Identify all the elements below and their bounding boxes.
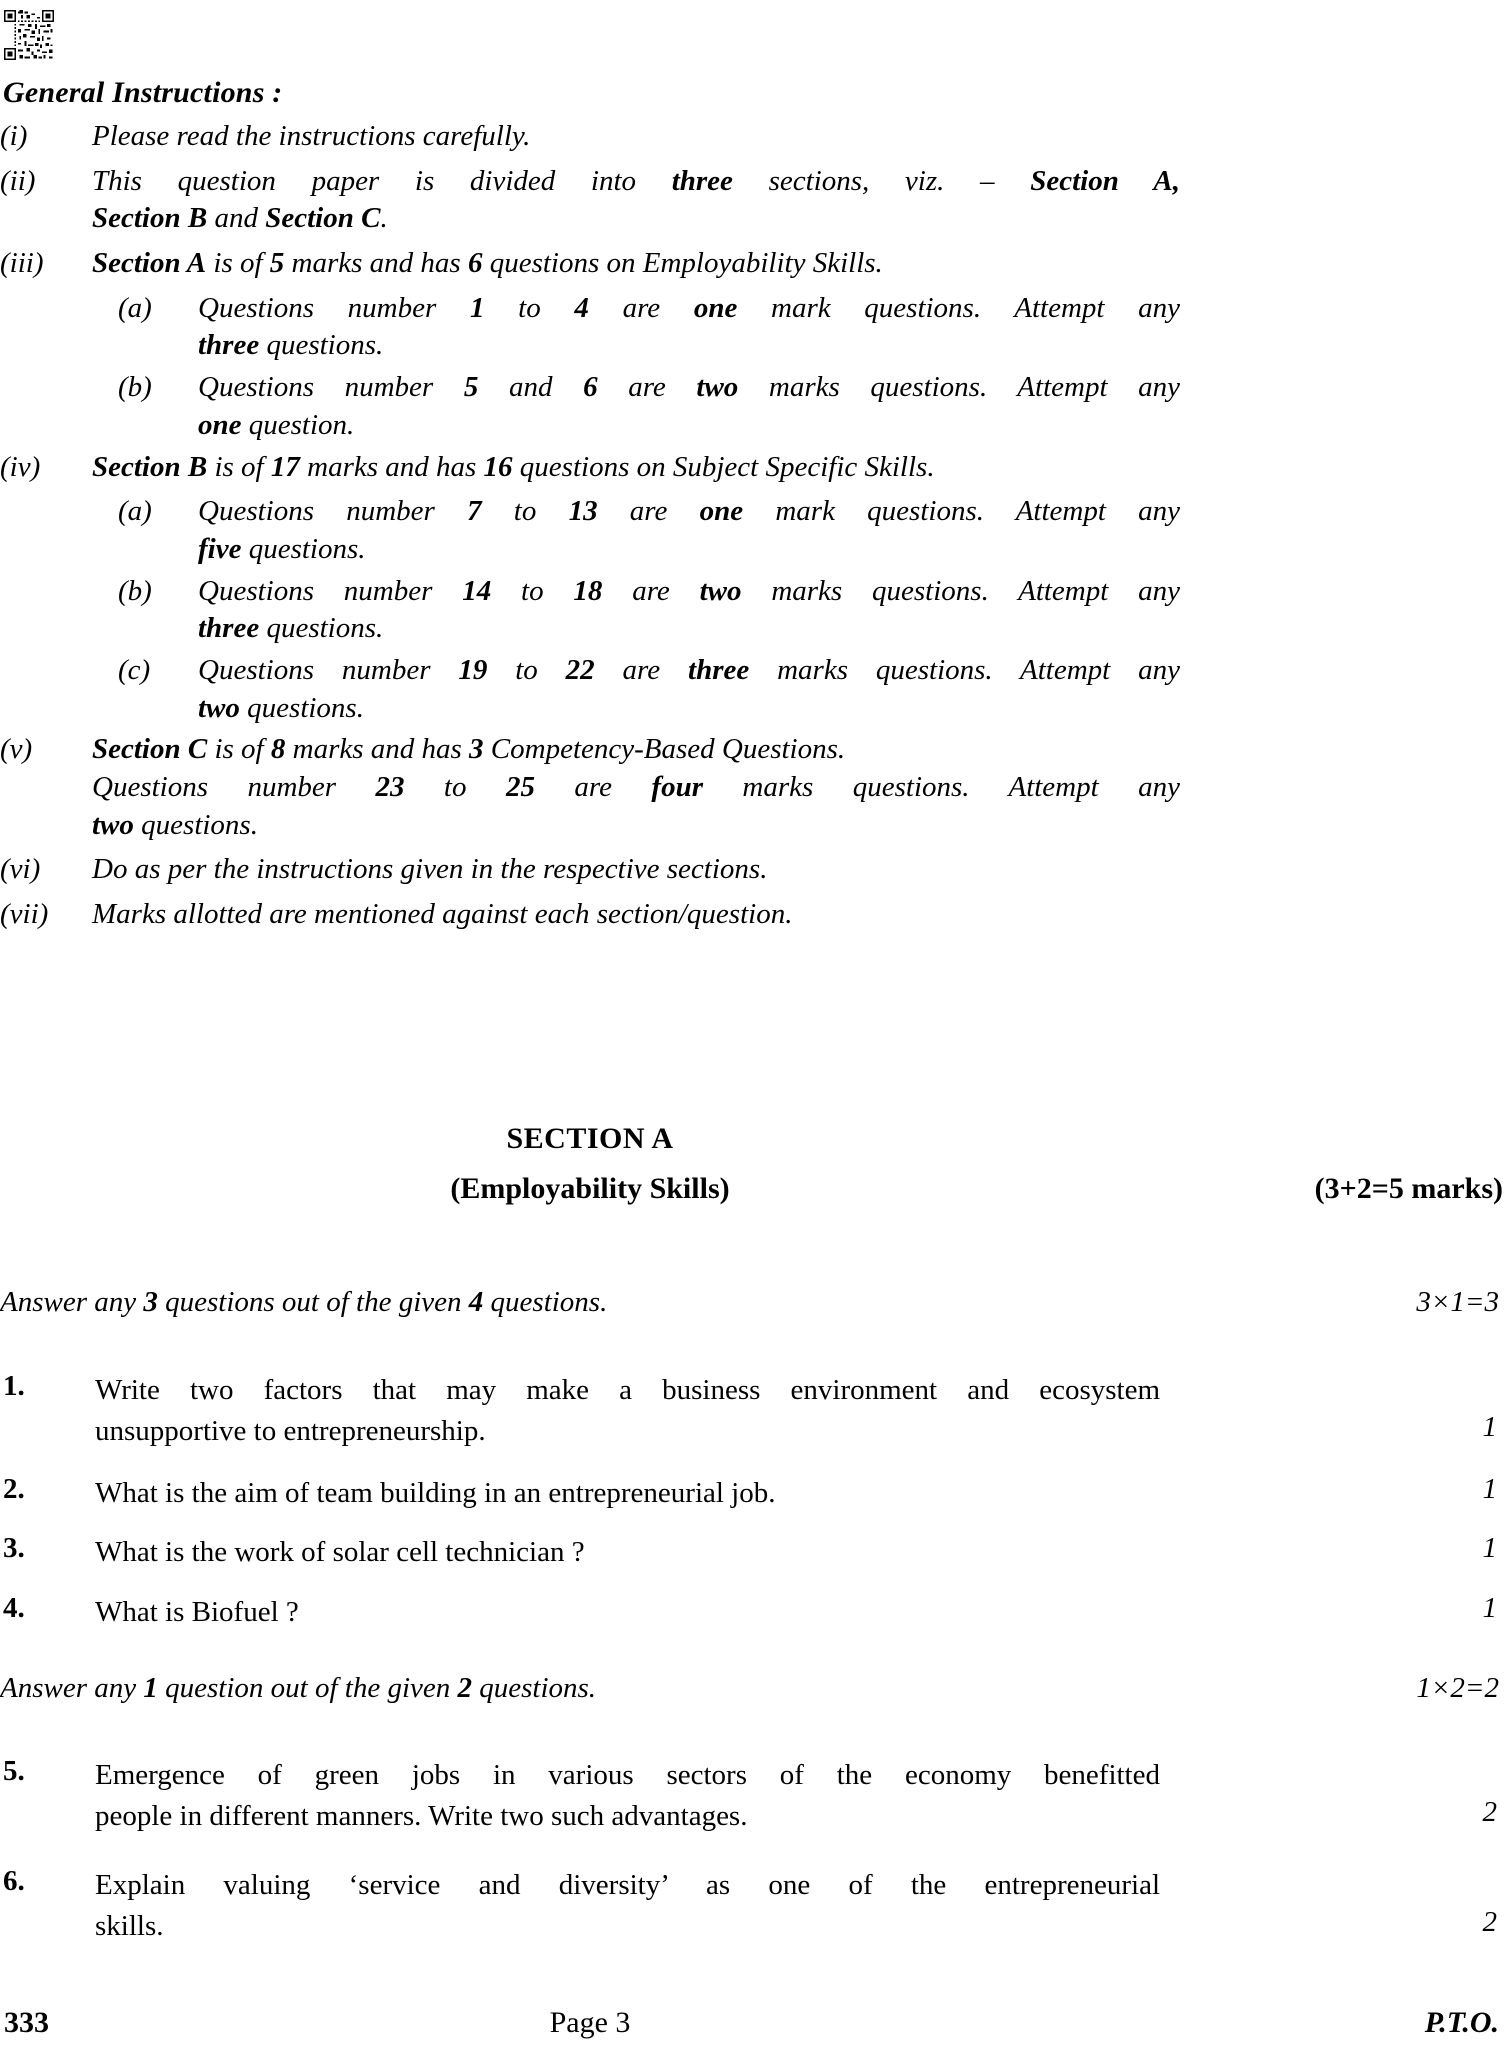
instruction-text — [198, 573, 1180, 648]
instruction-line: Questions number 23 to 25 are four marks questions. Attempt any — [92, 771, 1180, 803]
instruction-marker: (b) — [118, 371, 152, 404]
instruction-marker: (b) — [118, 574, 152, 607]
section-a-marks: (3+2=5 marks) — [1314, 1172, 1503, 1205]
instruction-line: Questions number 1 to 4 are one mark questions. Attempt any — [198, 291, 1180, 324]
directive-pre: Answer any — [0, 1672, 144, 1704]
question-marks: 2 — [1482, 1796, 1497, 1828]
instruction-item-vi — [0, 851, 1180, 889]
instruction-marker: (v) — [0, 733, 33, 766]
instruction-marker: (a) — [118, 495, 152, 528]
instruction-line: Section A is of 5 marks and has 6 questions on Employability Skills. — [92, 247, 883, 280]
instruction-line: Section B and Section C. — [92, 202, 388, 235]
directive-marks: 3×1=3 — [1416, 1286, 1499, 1318]
section-a-subtitle: (Employability Skills) — [450, 1172, 730, 1205]
instruction-marker: (iv) — [0, 450, 41, 483]
directive-count-1: 3 — [143, 1286, 158, 1318]
directive-marks: 1×2=2 — [1416, 1672, 1499, 1704]
instruction-text — [92, 245, 1180, 283]
instruction-line: Section C is of 8 marks and has 3 Competency-Based Questions. — [92, 733, 846, 766]
question-line: What is the work of solar cell technician ? — [95, 1536, 585, 1568]
question-marks: 1 — [1482, 1473, 1497, 1505]
instruction-text — [92, 163, 1180, 238]
instruction-item-v — [0, 731, 1180, 844]
instruction-text — [198, 493, 1180, 568]
instruction-line: Please read the instructions carefully. — [92, 120, 531, 152]
instruction-text — [198, 290, 1180, 365]
instruction-line: three questions. — [198, 612, 384, 645]
instruction-marker: (a) — [118, 291, 152, 324]
instruction-item-i — [0, 118, 1180, 156]
instruction-text — [92, 731, 1180, 844]
question-number: 3. — [3, 1532, 25, 1564]
instruction-item-iv — [0, 449, 1180, 487]
qr-code-icon — [4, 10, 54, 60]
question-line: Emergence of green jobs in various sectors of the economy benefitted — [95, 1759, 1160, 1791]
directive-post: questions. — [472, 1672, 597, 1704]
directive-text — [0, 1286, 607, 1319]
instruction-marker: (vii) — [0, 898, 49, 931]
question-text — [95, 1473, 1160, 1514]
section-a-title: SECTION A — [506, 1122, 674, 1155]
directive-count-2: 2 — [457, 1672, 472, 1704]
instruction-marker: (iii) — [0, 247, 44, 280]
instruction-line: Questions number 5 and 6 are two marks questions. Attempt any — [198, 371, 1180, 404]
directive-post: questions. — [483, 1286, 608, 1318]
question-marks: 1 — [1482, 1592, 1497, 1624]
directive-count-2: 4 — [468, 1286, 484, 1318]
pto-label: P.T.O. — [1424, 2006, 1499, 2039]
instruction-marker: (c) — [118, 653, 151, 686]
instruction-line: two questions. — [92, 808, 258, 841]
question-line: Explain valuing ‘service and diversity’ as one of the entrepreneurial — [95, 1869, 1160, 1901]
question-marks: 2 — [1482, 1906, 1497, 1938]
directive-pre: Answer any — [0, 1286, 144, 1318]
instruction-text — [92, 851, 1180, 889]
general-instructions-list — [0, 118, 1180, 941]
question-number: 4. — [3, 1592, 25, 1624]
question-line: unsupportive to entrepreneurship. — [95, 1415, 486, 1448]
instruction-line: one question. — [198, 408, 355, 441]
instruction-line: Questions number 14 to 18 are two marks questions. Attempt any — [198, 574, 1180, 607]
instruction-line: five questions. — [198, 532, 366, 565]
instruction-line: two questions. — [198, 691, 364, 724]
instruction-text — [198, 369, 1180, 444]
question-number: 2. — [3, 1473, 25, 1505]
question-text — [95, 1532, 1160, 1573]
question-line: skills. — [95, 1910, 164, 1943]
instruction-line: Questions number 7 to 13 are one mark questions. Attempt any — [198, 495, 1180, 528]
question-line: What is the aim of team building in an entrepreneurial job. — [95, 1477, 776, 1509]
instruction-text — [92, 118, 1180, 156]
question-marks: 1 — [1482, 1411, 1497, 1443]
question-number: 6. — [3, 1865, 25, 1897]
page-number: Page 3 — [549, 2006, 631, 2039]
question-text — [95, 1370, 1160, 1452]
instruction-text — [92, 449, 1180, 487]
instruction-subitem-iii-a — [0, 290, 1180, 365]
instruction-line: Section B is of 17 marks and has 16 questions on Subject Specific Skills. — [92, 450, 935, 483]
question-number: 5. — [3, 1755, 25, 1787]
question-text — [95, 1755, 1160, 1837]
directive-mid: question out of the given — [157, 1672, 458, 1704]
instruction-marker: (i) — [0, 120, 28, 152]
directive-count-1: 1 — [143, 1672, 158, 1704]
instruction-text — [198, 652, 1180, 727]
instruction-subitem-iv-a — [0, 493, 1180, 568]
question-number: 1. — [3, 1370, 25, 1402]
directive-text — [0, 1672, 596, 1705]
instruction-line: Do as per the instructions given in the respective sections. — [92, 853, 768, 886]
instruction-line: Questions number 19 to 22 are three marks questions. Attempt any — [198, 653, 1180, 686]
instruction-line: Marks allotted are mentioned against each section/question. — [92, 898, 793, 931]
instruction-line: This question paper is divided into three sections, viz. – Section A, — [92, 164, 1180, 197]
instruction-item-vii — [0, 896, 1180, 934]
general-instructions-heading: General Instructions : — [3, 76, 283, 109]
question-line: Write two factors that may make a business environment and ecosystem — [95, 1374, 1160, 1406]
instruction-item-iii — [0, 245, 1180, 283]
question-marks: 1 — [1482, 1532, 1497, 1564]
directive-mid: questions out of the given — [157, 1286, 469, 1318]
instruction-text — [92, 896, 1180, 934]
instruction-line: three questions. — [198, 329, 384, 362]
instruction-subitem-iv-c — [0, 652, 1180, 727]
question-line: What is Biofuel ? — [95, 1596, 299, 1628]
instruction-subitem-iii-b — [0, 369, 1180, 444]
instruction-marker: (vi) — [0, 853, 41, 886]
instruction-subitem-iv-b — [0, 573, 1180, 648]
instruction-marker: (ii) — [0, 164, 36, 197]
question-text — [95, 1592, 1160, 1633]
instruction-item-ii — [0, 163, 1180, 238]
question-line: people in different manners. Write two such advantages. — [95, 1800, 748, 1833]
paper-code: 333 — [4, 2006, 49, 2039]
question-text — [95, 1865, 1160, 1947]
page-footer — [0, 2006, 1505, 2046]
